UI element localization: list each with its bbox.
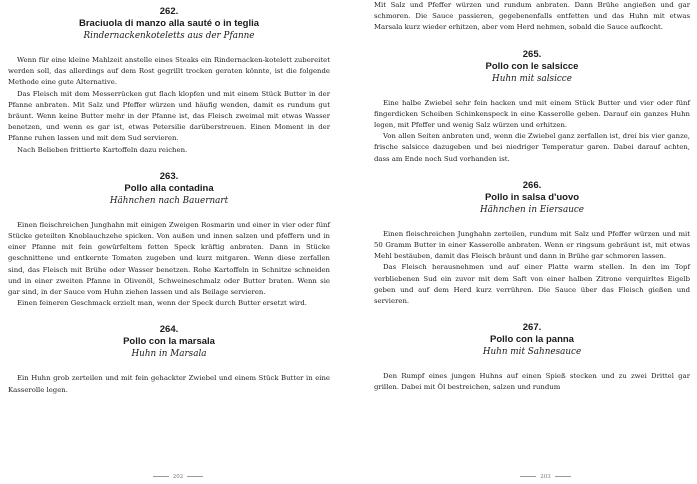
recipe-number: 262. [159, 6, 179, 17]
recipe-265 [374, 49, 690, 165]
paragraph: Wenn für eine kleine Mahlzeit anstelle eines Steaks ein Rindernacken-kotelett zubereitet werden soll, das allerdings auf dem Rost gegrillt trocken geraten könnte, ist die folgende Methode eine gute Alternative. [8, 56, 330, 87]
recipe-title: Braciuola di manzo alla sauté o in teglia [78, 18, 260, 29]
left-page [0, 0, 340, 484]
recipe-title: Pollo con la marsala [123, 336, 215, 348]
recipe-title: Pollo in salsa d'uovo [484, 191, 580, 203]
paragraph: Eine halbe Zwiebel sehr fein hacken und mit einem Stück Butter und vier oder fünf fingerdicken Scheiben Schinkenspeck in eine Kasserolle geben. Darauf ein ganzes Huhn legen, mit Pfeffer und wenig Salz würzen und erhitzen. [374, 98, 690, 130]
page-number: 202 [8, 474, 348, 480]
book-gutter [343, 0, 353, 484]
recipe-subtitle: Hähnchen in Eiersauce [480, 204, 584, 215]
recipe-subtitle: Hähnchen nach Bauernart [109, 195, 229, 206]
recipe-264 [8, 324, 330, 395]
recipe-263 [8, 171, 330, 310]
recipe-subtitle: Huhn mit Sahnesauce [482, 347, 582, 358]
recipe-subtitle: Huhn mit salsicce [492, 73, 572, 84]
recipe-title: Pollo con la panna [490, 334, 574, 346]
page-number: 203 [374, 474, 697, 480]
paragraph: Das Fleisch mit dem Messerrücken gut flach klopfen und mit einem Stück Butter in der Pfanne anbraten. Mit Salz und Pfeffer würzen und häufig wenden, damit es rundum gut bräunt. Wenn keine Butter mehr in der Pfanne ist, das Fleisch zweimal mit etwas Wasser benetzen, und wenn es gar ist, etwas Petersilie darüberstreuen. Einen Moment in der Pfanne ruhen lassen und mit dem Sud servieren. [8, 89, 330, 143]
paragraph: Den Rumpf eines jungen Huhns auf einen Spieß stecken und zu zwei Drittel gar grillen. Dabei mit Öl bestreichen, salzen und rundum [374, 372, 690, 392]
paragraph: Ein Huhn grob zerteilen und mit fein gehackter Zwiebel und einem Stück Butter in eine Kasserolle legen. [8, 374, 330, 394]
recipe-title: Pollo con le salsicce [485, 60, 579, 72]
paragraph: Das Fleisch herausnehmen und auf einer Platte warm stellen. In den im Topf verbliebenen Sud ein zuvor mit dem Saft von einer halben Zitrone verquirltes Eigelb geben und auf dem Herd kurz verrühren. Die Sauce über das Fleisch gießen und servieren. [374, 263, 690, 306]
recipe-subtitle: Huhn in Marsala [131, 349, 207, 360]
paragraph: Nach Belieben frittierte Kartoffeln dazu reichen. [17, 145, 188, 154]
recipe-title: Pollo alla contadina [124, 182, 214, 194]
recipe-number: 263. [159, 170, 179, 182]
paragraph: Einen fleischreichen Junghahn zerteilen, rundum mit Salz und Pfeffer würzen und mit 50 Gramm Butter in einer Kasserolle anbraten. Wenn er ringsum gebräunt ist, mit etwas Mehl bestäuben, damit das Fleisch bräunt und dann in Brühe gar schmoren lassen. [374, 229, 690, 261]
recipe-number: 264. [159, 324, 179, 336]
recipe-266 [374, 180, 690, 307]
paragraph: Einen feineren Geschmack erzielt man, wenn der Speck durch Butter ersetzt wird. [17, 299, 307, 308]
recipe-262 [8, 6, 330, 156]
recipe-subtitle: Rindernackenkoteletts aus der Pfanne [83, 31, 255, 41]
recipe-number: 267. [522, 322, 542, 334]
paragraph: Von allen Seiten anbraten und, wenn die Zwiebel ganz zerfallen ist, drei bis vier ganze, frische salsicce dazugeben und bei niedriger Temperatur garen. Dabei darauf achten, dass am Ende noch Sud vorhanden ist. [374, 132, 690, 163]
right-page [354, 0, 697, 484]
recipe-267 [374, 322, 690, 393]
paragraph: Einen fleischreichen Junghahn mit einigen Zweigen Rosmarin und einer in vier oder fünf Stücke geteilten Knoblauchzehe spicken. Von außen und innen salzen und pfeffern und in einer Pfanne mit fein gewürfeltem fetten Speck kräftig anbraten. Dann in Stücke geschnittene und entkernte Tomaten zugeben und kurz mitgaren. Wenn diese zerfallen sind, das Fleisch mit Brühe oder Wasser benetzen. Rohe Kartoffeln in Schnitze schneiden und in einer zweiten Pfanne in Olivenöl, Schweineschmalz oder Butter braten. Wenn sie gar sind, in der Sauce vom Huhn ziehen lassen und als Beilage servieren. [8, 220, 330, 297]
recipe-number: 265. [522, 48, 542, 60]
recipe-number: 266. [522, 179, 542, 191]
paragraph-continuation: Mit Salz und Pfeffer würzen und rundum anbraten. Dann Brühe angießen und gar schmoren. Die Sauce passieren, gegebenenfalls entfetten und das Huhn mit etwas Marsala kurz wieder erhitzen, aber vom Herd nehmen, sobald die Sauce aufkocht. [374, 1, 690, 32]
